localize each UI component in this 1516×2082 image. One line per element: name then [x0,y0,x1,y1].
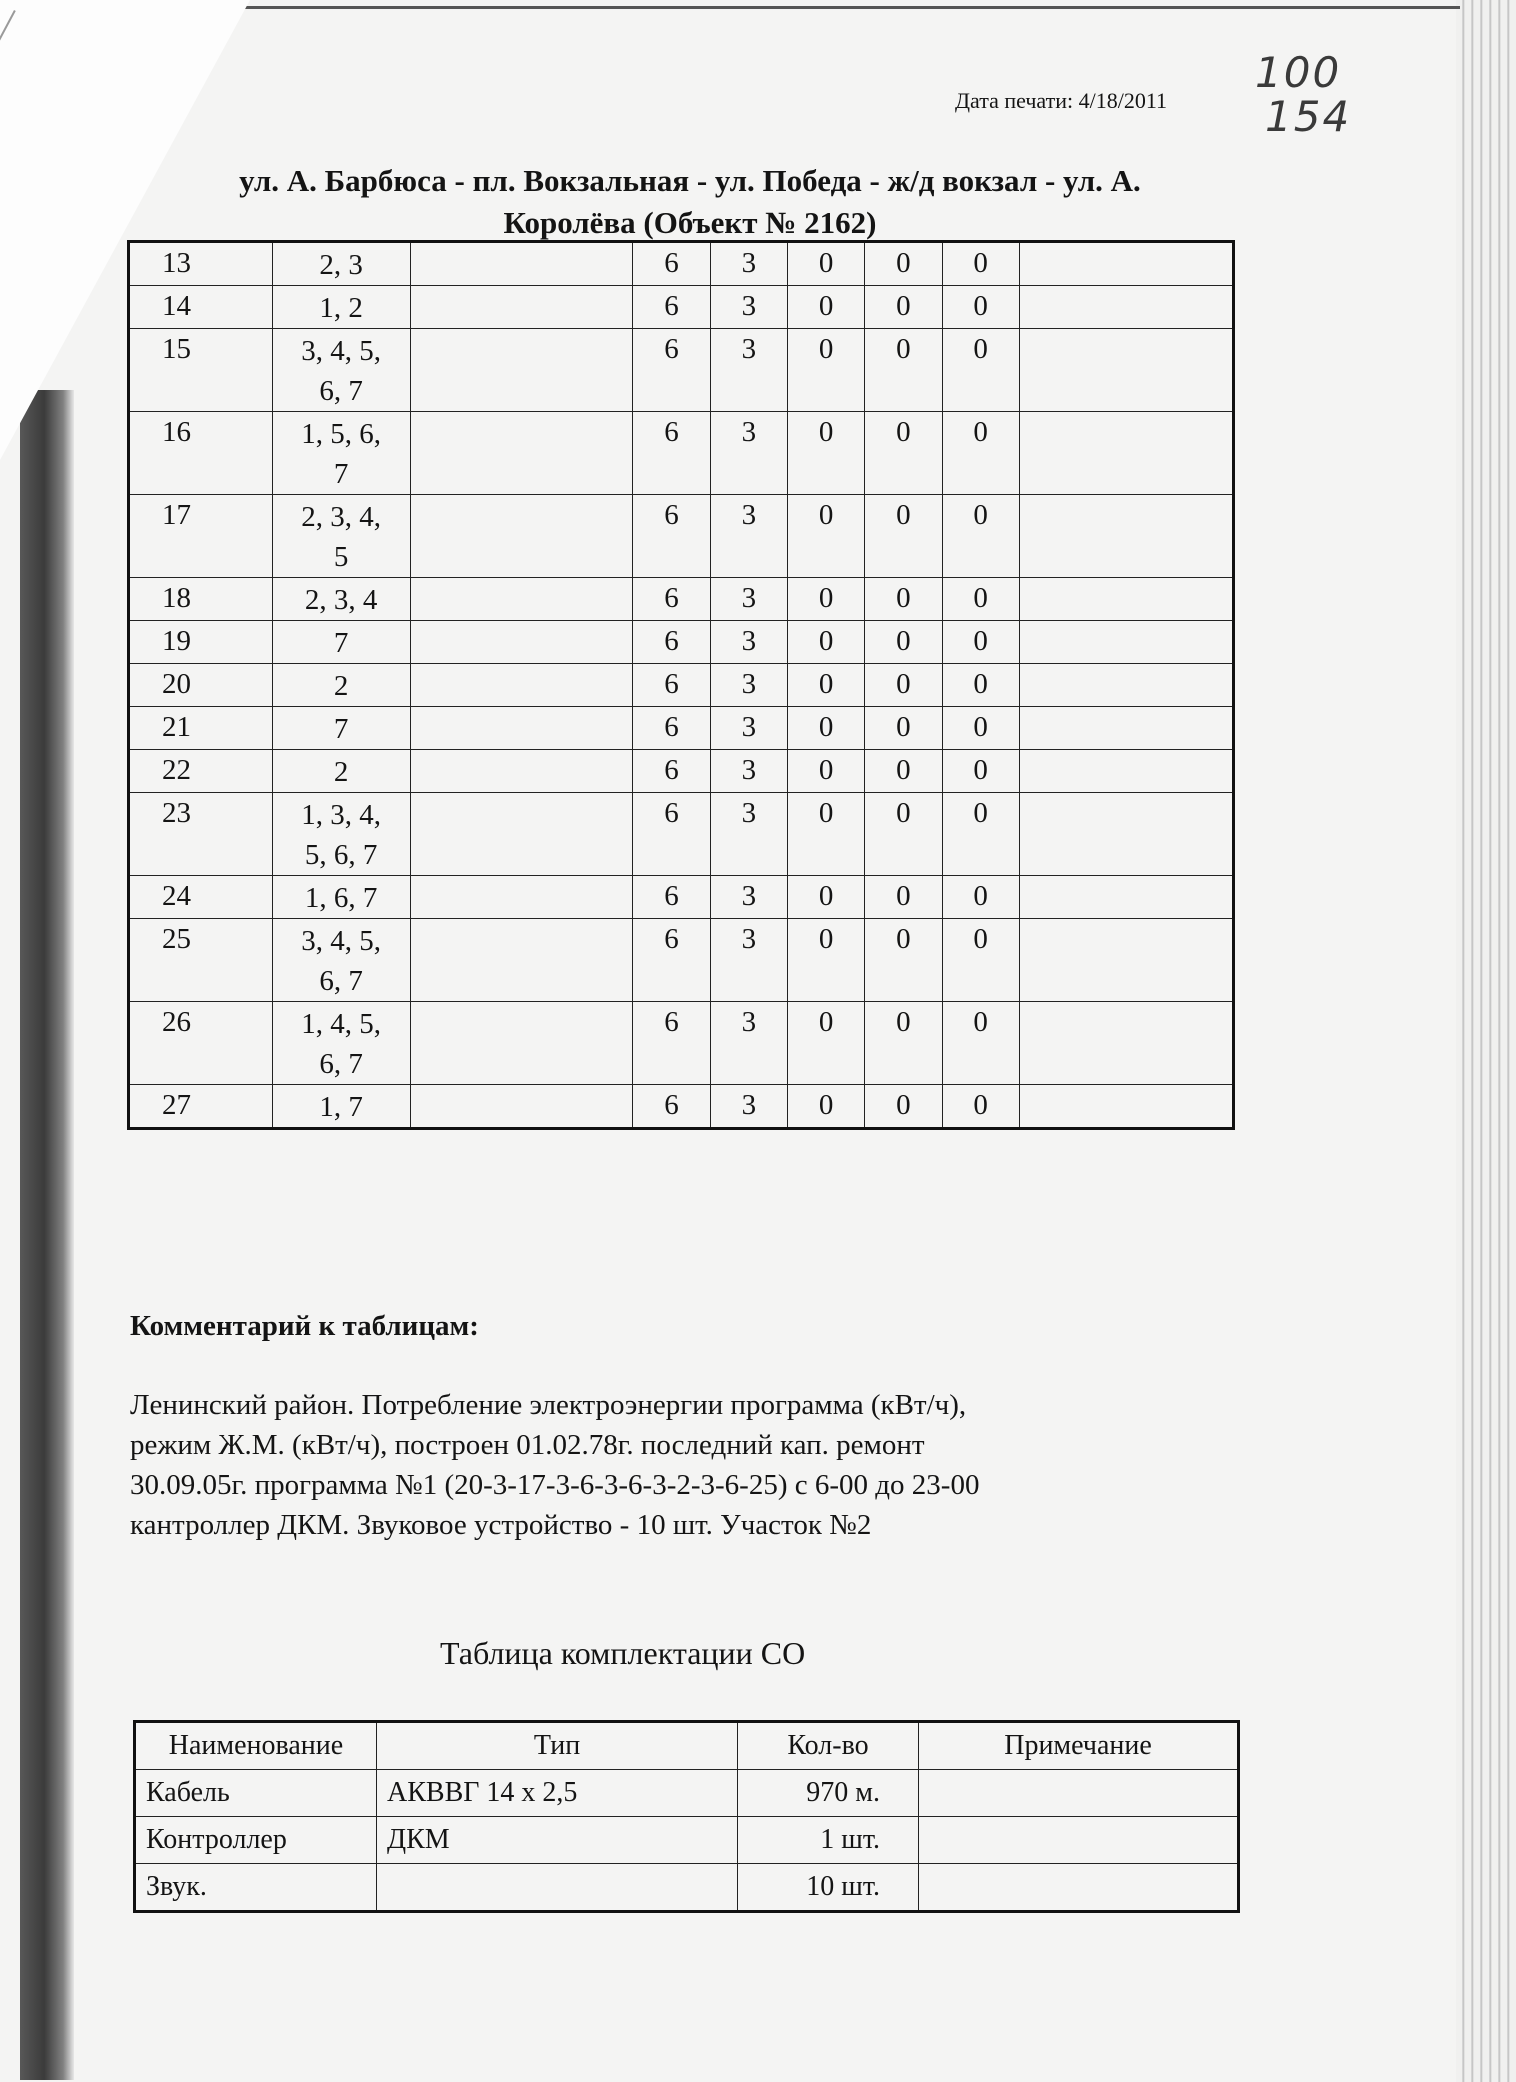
phase-value: 0 [787,919,864,1002]
phase-value: 0 [865,876,942,919]
signal-groups-line: 3, 4, 5, [301,335,382,367]
phase-empty-cell [410,750,633,793]
page-stack-edge [1456,0,1516,2082]
equipment-type: ДКМ [377,1817,738,1864]
signal-groups-line: 2, 3, 4 [304,584,378,616]
phase-row [129,919,1234,1002]
phase-value: 0 [942,1085,1019,1129]
phase-value: 6 [633,621,710,664]
phase-value: 3 [710,750,787,793]
phase-value: 0 [787,621,864,664]
phase-value: 0 [942,793,1019,876]
equipment-table [133,1720,1240,1913]
phase-number: 19 [129,621,273,664]
signal-groups [272,329,410,412]
phase-number: 24 [129,876,273,919]
phase-empty-cell [410,793,633,876]
signal-groups [272,621,410,664]
phase-row [129,707,1234,750]
phase-value: 6 [633,664,710,707]
phase-value: 0 [865,750,942,793]
phase-empty-cell [410,329,633,412]
phase-value: 6 [633,750,710,793]
phase-note-cell [1019,329,1233,412]
phase-number: 21 [129,707,273,750]
phase-row [129,621,1234,664]
phase-value: 0 [787,664,864,707]
phase-note-cell [1019,1085,1233,1129]
phase-value: 0 [942,664,1019,707]
signal-groups [272,286,410,329]
phase-value: 6 [633,1085,710,1129]
phase-note-cell [1019,707,1233,750]
header-quantity: Кол-во [738,1722,919,1770]
phase-value: 0 [942,1002,1019,1085]
signal-groups-line: 6, 7 [319,375,363,407]
phase-value: 3 [710,707,787,750]
phase-row [129,329,1234,412]
equipment-row [135,1864,1239,1912]
signal-groups-line: 1, 6, 7 [304,882,378,914]
signal-groups-line: 1, 2 [319,292,363,324]
phase-empty-cell [410,664,633,707]
signal-groups [272,876,410,919]
phase-value: 3 [710,1085,787,1129]
phase-value: 0 [865,495,942,578]
signal-groups [272,919,410,1002]
signal-groups-line: 1, 3, 4, [301,799,382,831]
phase-value: 0 [865,412,942,495]
phase-note-cell [1019,876,1233,919]
phase-value: 0 [787,286,864,329]
phase-empty-cell [410,1085,633,1129]
phase-note-cell [1019,621,1233,664]
phase-value: 3 [710,578,787,621]
signal-groups-line: 2, 3 [319,249,363,281]
equipment-type: АКВВГ 14 х 2,5 [377,1770,738,1817]
phase-row [129,664,1234,707]
scanner-shadow-bar [20,390,74,2080]
signal-groups [272,664,410,707]
equipment-name: Звук. [135,1864,377,1912]
comment-line: 30.09.05г. программа №1 (20-3-17-3-6-3-6-3-2-3-6-25) с 6-00 до 23-00 [130,1469,980,1501]
phase-value: 6 [633,1002,710,1085]
phase-value: 0 [865,621,942,664]
signal-groups-line: 6, 7 [319,1048,363,1080]
phase-value: 6 [633,495,710,578]
signal-groups-line: 7 [333,713,349,745]
phase-value: 0 [787,876,864,919]
signal-groups-line: 5 [333,541,349,573]
phase-value: 0 [787,495,864,578]
phase-note-cell [1019,919,1233,1002]
equipment-quantity: 970 м. [738,1770,919,1817]
phase-value: 3 [710,329,787,412]
phase-value: 0 [865,578,942,621]
signal-groups-line: 7 [333,627,349,659]
phase-value: 3 [710,876,787,919]
phase-value: 0 [942,876,1019,919]
phase-empty-cell [410,876,633,919]
phase-value: 0 [942,242,1019,286]
phase-note-cell [1019,1002,1233,1085]
phase-number: 25 [129,919,273,1002]
equipment-header-row [135,1722,1239,1770]
signal-groups [272,1002,410,1085]
signal-groups [272,495,410,578]
phase-value: 0 [942,286,1019,329]
header-name: Наименование [135,1722,377,1770]
phase-row [129,242,1234,286]
signal-groups-line: 1, 4, 5, [301,1008,382,1040]
phase-value: 3 [710,286,787,329]
phase-number: 18 [129,578,273,621]
phase-empty-cell [410,621,633,664]
phase-empty-cell [410,707,633,750]
phase-number: 16 [129,412,273,495]
phase-value: 6 [633,286,710,329]
phase-empty-cell [410,1002,633,1085]
comment-line: кантроллер ДКМ. Звуковое устройство - 10 шт. Участок №2 [130,1509,872,1541]
phase-number: 27 [129,1085,273,1129]
phase-value: 3 [710,495,787,578]
signal-groups [272,578,410,621]
signal-groups-line: 2 [333,756,349,788]
phase-value: 0 [942,329,1019,412]
signal-groups-line: 7 [333,458,349,490]
equipment-note [919,1864,1239,1912]
comment-heading: Комментарий к таблицам: [130,1310,479,1342]
phase-value: 6 [633,578,710,621]
phase-number: 13 [129,242,273,286]
phase-row [129,412,1234,495]
phase-value: 0 [865,1085,942,1129]
phase-value: 6 [633,242,710,286]
phase-number: 22 [129,750,273,793]
signal-groups [272,707,410,750]
phase-value: 0 [787,412,864,495]
phase-row [129,793,1234,876]
phase-empty-cell [410,919,633,1002]
phase-value: 0 [942,578,1019,621]
phase-value: 0 [942,621,1019,664]
comment-line: Ленинский район. Потребление электроэнергии программа (кВт/ч), [130,1389,967,1421]
handwritten-number-bottom: 154 [1265,92,1352,141]
phase-note-cell [1019,750,1233,793]
phase-value: 3 [710,919,787,1002]
phase-value: 0 [865,242,942,286]
phase-empty-cell [410,242,633,286]
phase-value: 0 [787,1085,864,1129]
signal-groups-line: 5, 6, 7 [304,839,378,871]
phase-note-cell [1019,664,1233,707]
equipment-type [377,1864,738,1912]
phase-row [129,1085,1234,1129]
comment-text [130,1385,1210,1545]
phase-row [129,578,1234,621]
phase-empty-cell [410,495,633,578]
phase-number: 14 [129,286,273,329]
page-top-edge [200,6,1460,9]
phase-value: 3 [710,664,787,707]
equipment-note [919,1817,1239,1864]
handwritten-number-top: 100 [1255,48,1342,97]
phase-value: 0 [865,919,942,1002]
title-line-1: ул. А. Барбюса - пл. Вокзальная - ул. Победа - ж/д вокзал - ул. А. [239,163,1141,198]
phase-value: 6 [633,412,710,495]
equipment-name: Кабель [135,1770,377,1817]
phase-value: 0 [787,1002,864,1085]
phase-value: 3 [710,1002,787,1085]
phase-value: 3 [710,793,787,876]
phase-value: 0 [787,242,864,286]
phase-row [129,1002,1234,1085]
phase-value: 3 [710,412,787,495]
equipment-name: Контроллер [135,1817,377,1864]
phase-note-cell [1019,495,1233,578]
phase-note-cell [1019,286,1233,329]
signal-groups-line: 2 [333,670,349,702]
phase-value: 0 [865,707,942,750]
phase-value: 0 [787,793,864,876]
header-type: Тип [377,1722,738,1770]
phase-value: 0 [787,329,864,412]
phase-value: 0 [787,707,864,750]
signal-groups [272,750,410,793]
phase-value: 6 [633,919,710,1002]
phase-value: 3 [710,621,787,664]
phase-note-cell [1019,793,1233,876]
signal-groups-line: 1, 7 [319,1091,363,1123]
phase-value: 0 [942,750,1019,793]
phase-note-cell [1019,242,1233,286]
phase-value: 0 [865,1002,942,1085]
phase-number: 15 [129,329,273,412]
phase-value: 6 [633,876,710,919]
phase-row [129,750,1234,793]
phase-table-body [129,242,1234,1129]
signal-groups-line: 6, 7 [319,965,363,997]
phase-value: 0 [787,750,864,793]
print-date: Дата печати: 4/18/2011 [955,88,1168,113]
signal-groups-line: 3, 4, 5, [301,925,382,957]
comment-line: режим Ж.М. (кВт/ч), построен 01.02.78г. последний кап. ремонт [130,1429,925,1461]
signal-groups [272,242,410,286]
phase-empty-cell [410,286,633,329]
phase-value: 6 [633,707,710,750]
phase-value: 0 [942,707,1019,750]
phase-value: 0 [865,286,942,329]
equipment-note [919,1770,1239,1817]
phase-empty-cell [410,578,633,621]
document-title [140,160,1240,244]
phase-value: 6 [633,329,710,412]
phase-note-cell [1019,578,1233,621]
equipment-quantity: 10 шт. [738,1864,919,1912]
phase-value: 0 [865,329,942,412]
signal-groups [272,1085,410,1129]
phase-value: 0 [942,412,1019,495]
equipment-row [135,1770,1239,1817]
phase-row [129,495,1234,578]
phase-value: 0 [865,664,942,707]
phase-number: 17 [129,495,273,578]
phase-number: 26 [129,1002,273,1085]
title-line-2: Королёва (Объект № 2162) [503,205,877,240]
signal-groups-line: 1, 5, 6, [301,418,382,450]
phase-number: 23 [129,793,273,876]
phase-row [129,876,1234,919]
phase-empty-cell [410,412,633,495]
phase-row [129,286,1234,329]
phase-table [127,240,1235,1130]
phase-note-cell [1019,412,1233,495]
signal-groups-line: 2, 3, 4, [301,501,382,533]
signal-groups [272,793,410,876]
header-note: Примечание [919,1722,1239,1770]
phase-value: 0 [865,793,942,876]
signal-groups [272,412,410,495]
phase-number: 20 [129,664,273,707]
phase-value: 0 [942,919,1019,1002]
phase-value: 6 [633,793,710,876]
equipment-table-title: Таблица комплектации СО [440,1635,806,1671]
phase-value: 0 [942,495,1019,578]
equipment-row [135,1817,1239,1864]
phase-value: 0 [787,578,864,621]
phase-value: 3 [710,242,787,286]
equipment-quantity: 1 шт. [738,1817,919,1864]
